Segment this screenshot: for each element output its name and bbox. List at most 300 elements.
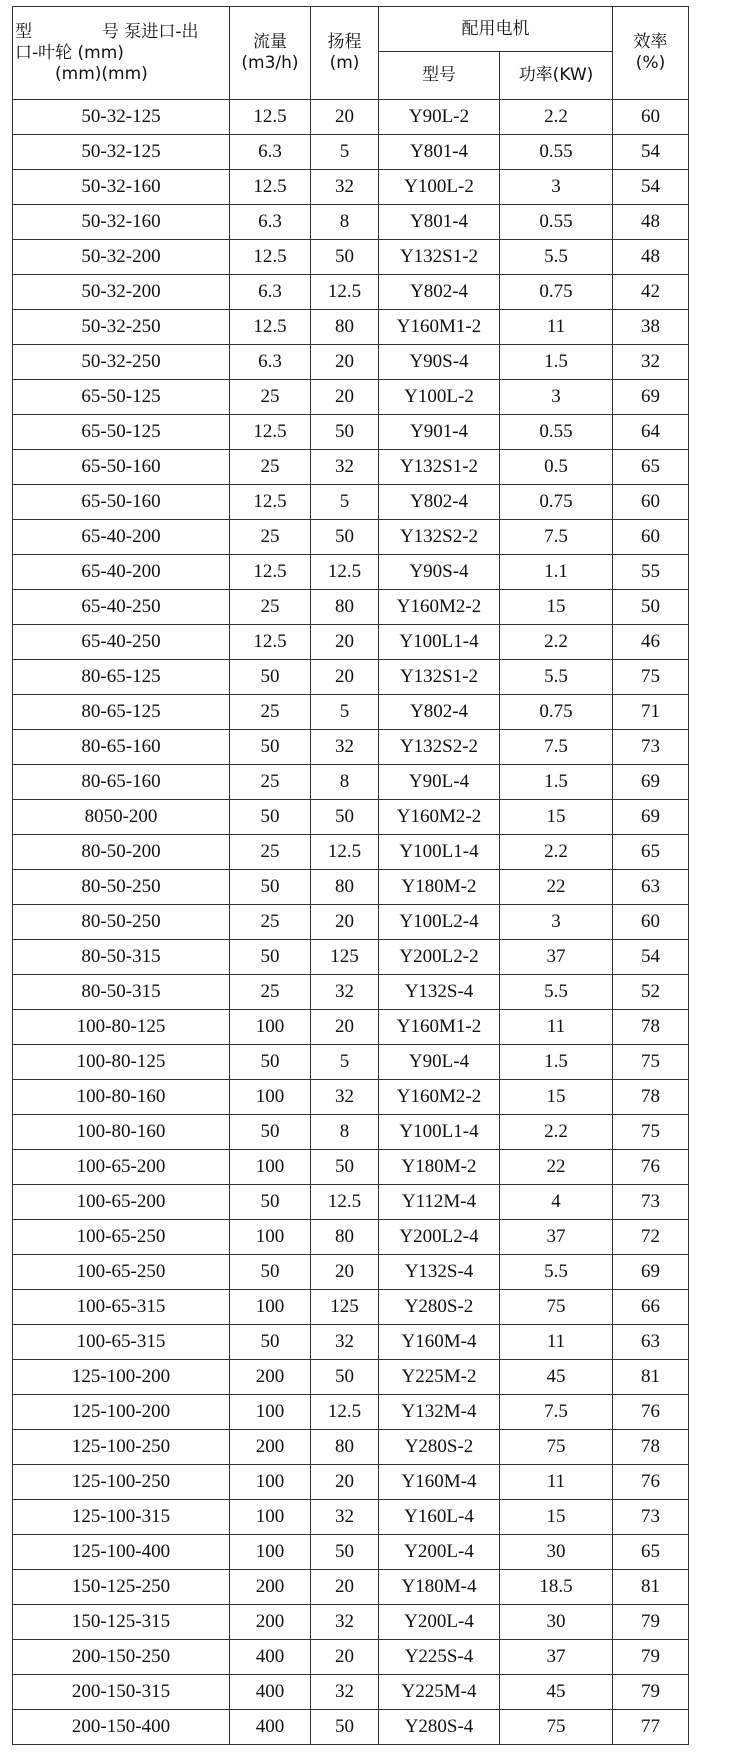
cell-motor-model: Y225M-2 [379, 1360, 500, 1395]
cell-motor-model: Y180M-2 [379, 870, 500, 905]
cell-pump-model: 50-32-125 [13, 100, 230, 135]
cell-motor-model: Y90S-4 [379, 555, 500, 590]
cell-head: 20 [311, 380, 379, 415]
cell-flow: 12.5 [230, 100, 311, 135]
table-row [13, 415, 689, 450]
cell-flow: 100 [230, 1395, 311, 1430]
cell-pump-model: 150-125-315 [13, 1605, 230, 1640]
cell-head: 8 [311, 765, 379, 800]
table-row [13, 170, 689, 205]
cell-efficiency: 38 [613, 310, 689, 345]
cell-flow: 100 [230, 1465, 311, 1500]
cell-pump-model: 50-32-160 [13, 205, 230, 240]
cell-efficiency: 66 [613, 1290, 689, 1325]
cell-motor-model: Y802-4 [379, 485, 500, 520]
cell-efficiency: 60 [613, 520, 689, 555]
cell-efficiency: 60 [613, 905, 689, 940]
header-head-line1: 扬程 [327, 32, 362, 52]
header-efficiency [613, 7, 689, 100]
cell-flow: 6.3 [230, 345, 311, 380]
table-row [13, 1185, 689, 1220]
table-row [13, 1395, 689, 1430]
cell-pump-model: 50-32-250 [13, 345, 230, 380]
cell-flow: 200 [230, 1570, 311, 1605]
cell-motor-model: Y160L-4 [379, 1500, 500, 1535]
cell-motor-power: 5.5 [500, 660, 613, 695]
cell-efficiency: 69 [613, 765, 689, 800]
cell-head: 125 [311, 940, 379, 975]
cell-efficiency: 78 [613, 1080, 689, 1115]
cell-pump-model: 100-80-125 [13, 1045, 230, 1080]
cell-efficiency: 54 [613, 940, 689, 975]
cell-motor-power: 0.75 [500, 695, 613, 730]
cell-motor-power: 37 [500, 1220, 613, 1255]
cell-flow: 12.5 [230, 170, 311, 205]
cell-motor-model: Y200L2-4 [379, 1220, 500, 1255]
pump-spec-sheet [12, 6, 689, 1745]
cell-motor-model: Y200L-4 [379, 1535, 500, 1570]
table-row [13, 345, 689, 380]
cell-motor-model: Y200L2-2 [379, 940, 500, 975]
cell-pump-model: 65-40-250 [13, 625, 230, 660]
cell-motor-model: Y90L-2 [379, 100, 500, 135]
cell-efficiency: 54 [613, 135, 689, 170]
cell-motor-model: Y132S2-2 [379, 520, 500, 555]
table-row [13, 240, 689, 275]
cell-flow: 50 [230, 800, 311, 835]
cell-pump-model: 100-65-200 [13, 1185, 230, 1220]
cell-motor-power: 37 [500, 1640, 613, 1675]
cell-motor-power: 75 [500, 1430, 613, 1465]
cell-flow: 100 [230, 1150, 311, 1185]
cell-motor-power: 15 [500, 1500, 613, 1535]
cell-pump-model: 100-65-315 [13, 1325, 230, 1360]
cell-efficiency: 63 [613, 870, 689, 905]
cell-pump-model: 80-50-315 [13, 940, 230, 975]
table-row [13, 380, 689, 415]
header-model-line1b: 号 泵进口-出 [102, 21, 199, 42]
cell-motor-power: 11 [500, 310, 613, 345]
cell-efficiency: 55 [613, 555, 689, 590]
table-row [13, 1430, 689, 1465]
cell-head: 5 [311, 485, 379, 520]
cell-motor-power: 1.5 [500, 1045, 613, 1080]
cell-efficiency: 77 [613, 1710, 689, 1745]
cell-pump-model: 80-50-315 [13, 975, 230, 1010]
cell-head: 20 [311, 625, 379, 660]
cell-flow: 100 [230, 1220, 311, 1255]
table-row [13, 975, 689, 1010]
cell-motor-model: Y132S1-2 [379, 450, 500, 485]
cell-head: 50 [311, 1535, 379, 1570]
cell-pump-model: 200-150-250 [13, 1640, 230, 1675]
cell-flow: 25 [230, 520, 311, 555]
cell-head: 32 [311, 975, 379, 1010]
table-row [13, 660, 689, 695]
cell-efficiency: 79 [613, 1605, 689, 1640]
table-row [13, 485, 689, 520]
table-row [13, 1010, 689, 1045]
cell-motor-model: Y160M2-2 [379, 800, 500, 835]
cell-pump-model: 125-100-250 [13, 1465, 230, 1500]
header-model-line2: 口-叶轮 (mm) [15, 42, 124, 63]
cell-efficiency: 78 [613, 1430, 689, 1465]
cell-efficiency: 75 [613, 1045, 689, 1080]
cell-head: 20 [311, 1010, 379, 1045]
cell-pump-model: 80-65-125 [13, 660, 230, 695]
table-row [13, 450, 689, 485]
table-row [13, 1710, 689, 1745]
cell-motor-model: Y100L2-4 [379, 905, 500, 940]
cell-pump-model: 65-40-200 [13, 520, 230, 555]
table-row [13, 100, 689, 135]
cell-head: 20 [311, 905, 379, 940]
table-row [13, 205, 689, 240]
table-row [13, 555, 689, 590]
cell-efficiency: 69 [613, 1255, 689, 1290]
cell-motor-power: 4 [500, 1185, 613, 1220]
cell-pump-model: 100-65-200 [13, 1150, 230, 1185]
cell-head: 20 [311, 660, 379, 695]
cell-motor-model: Y280S-4 [379, 1710, 500, 1745]
cell-motor-power: 5.5 [500, 1255, 613, 1290]
cell-pump-model: 80-65-125 [13, 695, 230, 730]
cell-motor-power: 0.75 [500, 275, 613, 310]
cell-motor-model: Y90L-4 [379, 765, 500, 800]
table-row [13, 730, 689, 765]
cell-motor-power: 7.5 [500, 520, 613, 555]
cell-flow: 50 [230, 940, 311, 975]
cell-efficiency: 81 [613, 1360, 689, 1395]
cell-efficiency: 78 [613, 1010, 689, 1045]
cell-pump-model: 65-50-160 [13, 485, 230, 520]
cell-motor-model: Y160M1-2 [379, 310, 500, 345]
cell-motor-model: Y90S-4 [379, 345, 500, 380]
cell-head: 32 [311, 1605, 379, 1640]
cell-motor-power: 0.55 [500, 205, 613, 240]
cell-head: 50 [311, 240, 379, 275]
table-row [13, 905, 689, 940]
cell-motor-power: 2.2 [500, 1115, 613, 1150]
cell-efficiency: 54 [613, 170, 689, 205]
table-row [13, 870, 689, 905]
table-row [13, 1675, 689, 1710]
cell-head: 80 [311, 1220, 379, 1255]
cell-efficiency: 60 [613, 485, 689, 520]
cell-motor-model: Y160M2-2 [379, 590, 500, 625]
cell-motor-model: Y225S-4 [379, 1640, 500, 1675]
table-row [13, 1150, 689, 1185]
cell-motor-power: 18.5 [500, 1570, 613, 1605]
cell-head: 80 [311, 1430, 379, 1465]
cell-head: 32 [311, 1675, 379, 1710]
cell-pump-model: 125-100-250 [13, 1430, 230, 1465]
cell-flow: 25 [230, 450, 311, 485]
cell-pump-model: 65-40-200 [13, 555, 230, 590]
cell-motor-model: Y280S-2 [379, 1430, 500, 1465]
header-motor-group: 配用电机 [379, 7, 613, 52]
cell-motor-model: Y225M-4 [379, 1675, 500, 1710]
table-row [13, 1080, 689, 1115]
cell-head: 20 [311, 345, 379, 380]
cell-pump-model: 125-100-315 [13, 1500, 230, 1535]
cell-motor-model: Y132M-4 [379, 1395, 500, 1430]
cell-efficiency: 65 [613, 450, 689, 485]
cell-motor-model: Y132S-4 [379, 975, 500, 1010]
table-row [13, 765, 689, 800]
cell-motor-model: Y180M-4 [379, 1570, 500, 1605]
cell-motor-model: Y180M-2 [379, 1150, 500, 1185]
cell-head: 32 [311, 1080, 379, 1115]
cell-flow: 25 [230, 835, 311, 870]
cell-efficiency: 32 [613, 345, 689, 380]
cell-motor-power: 1.1 [500, 555, 613, 590]
cell-head: 50 [311, 1360, 379, 1395]
cell-head: 125 [311, 1290, 379, 1325]
cell-motor-model: Y132S1-2 [379, 240, 500, 275]
table-row [13, 1605, 689, 1640]
table-row [13, 625, 689, 660]
cell-head: 32 [311, 450, 379, 485]
cell-motor-model: Y100L-2 [379, 170, 500, 205]
cell-pump-model: 65-50-160 [13, 450, 230, 485]
cell-head: 32 [311, 1325, 379, 1360]
cell-head: 5 [311, 135, 379, 170]
cell-efficiency: 73 [613, 1185, 689, 1220]
cell-flow: 12.5 [230, 310, 311, 345]
header-model-line3: (mm)(mm) [55, 63, 148, 84]
cell-pump-model: 150-125-250 [13, 1570, 230, 1605]
cell-flow: 6.3 [230, 275, 311, 310]
cell-motor-model: Y160M2-2 [379, 1080, 500, 1115]
cell-motor-power: 2.2 [500, 100, 613, 135]
cell-head: 32 [311, 170, 379, 205]
cell-flow: 6.3 [230, 135, 311, 170]
cell-efficiency: 81 [613, 1570, 689, 1605]
cell-flow: 50 [230, 1045, 311, 1080]
cell-head: 50 [311, 415, 379, 450]
header-head-line2: (m) [329, 53, 360, 73]
cell-efficiency: 48 [613, 240, 689, 275]
cell-flow: 400 [230, 1675, 311, 1710]
cell-flow: 12.5 [230, 240, 311, 275]
cell-efficiency: 65 [613, 1535, 689, 1570]
cell-head: 5 [311, 695, 379, 730]
table-row [13, 1570, 689, 1605]
cell-flow: 25 [230, 975, 311, 1010]
cell-head: 8 [311, 205, 379, 240]
cell-pump-model: 100-80-160 [13, 1115, 230, 1150]
cell-head: 12.5 [311, 1395, 379, 1430]
cell-head: 20 [311, 1640, 379, 1675]
cell-motor-model: Y100L-2 [379, 380, 500, 415]
table-row [13, 590, 689, 625]
cell-pump-model: 80-50-250 [13, 870, 230, 905]
cell-head: 12.5 [311, 835, 379, 870]
cell-flow: 200 [230, 1605, 311, 1640]
cell-efficiency: 73 [613, 730, 689, 765]
cell-head: 20 [311, 1570, 379, 1605]
cell-head: 12.5 [311, 555, 379, 590]
cell-efficiency: 60 [613, 100, 689, 135]
cell-efficiency: 65 [613, 835, 689, 870]
table-row [13, 310, 689, 345]
cell-motor-model: Y90L-4 [379, 1045, 500, 1080]
cell-efficiency: 71 [613, 695, 689, 730]
table-row [13, 135, 689, 170]
cell-motor-model: Y200L-4 [379, 1605, 500, 1640]
table-row [13, 1465, 689, 1500]
cell-head: 80 [311, 590, 379, 625]
cell-flow: 50 [230, 1325, 311, 1360]
cell-motor-model: Y802-4 [379, 275, 500, 310]
cell-efficiency: 50 [613, 590, 689, 625]
cell-motor-power: 75 [500, 1290, 613, 1325]
cell-pump-model: 80-50-250 [13, 905, 230, 940]
cell-pump-model: 100-80-160 [13, 1080, 230, 1115]
table-row [13, 1535, 689, 1570]
cell-pump-model: 100-80-125 [13, 1010, 230, 1045]
cell-pump-model: 8050-200 [13, 800, 230, 835]
cell-pump-model: 80-50-200 [13, 835, 230, 870]
cell-motor-power: 15 [500, 590, 613, 625]
cell-head: 80 [311, 310, 379, 345]
cell-motor-power: 45 [500, 1675, 613, 1710]
cell-flow: 12.5 [230, 625, 311, 660]
cell-motor-power: 11 [500, 1325, 613, 1360]
cell-motor-model: Y100L1-4 [379, 625, 500, 660]
header-motor-power: 功率(KW) [500, 52, 613, 100]
cell-motor-power: 3 [500, 380, 613, 415]
cell-pump-model: 80-65-160 [13, 730, 230, 765]
cell-efficiency: 79 [613, 1675, 689, 1710]
cell-head: 50 [311, 1150, 379, 1185]
cell-motor-model: Y132S-4 [379, 1255, 500, 1290]
cell-motor-model: Y160M-4 [379, 1465, 500, 1500]
table-row [13, 695, 689, 730]
cell-motor-power: 1.5 [500, 765, 613, 800]
cell-motor-power: 22 [500, 1150, 613, 1185]
cell-motor-model: Y112M-4 [379, 1185, 500, 1220]
header-model [13, 7, 230, 100]
cell-flow: 12.5 [230, 485, 311, 520]
cell-pump-model: 125-100-200 [13, 1395, 230, 1430]
cell-motor-model: Y901-4 [379, 415, 500, 450]
cell-efficiency: 63 [613, 1325, 689, 1360]
cell-motor-power: 0.5 [500, 450, 613, 485]
cell-motor-power: 0.55 [500, 415, 613, 450]
cell-pump-model: 100-65-250 [13, 1255, 230, 1290]
cell-motor-power: 2.2 [500, 835, 613, 870]
cell-pump-model: 50-32-160 [13, 170, 230, 205]
cell-flow: 6.3 [230, 205, 311, 240]
cell-head: 12.5 [311, 1185, 379, 1220]
cell-head: 8 [311, 1115, 379, 1150]
cell-motor-power: 15 [500, 800, 613, 835]
cell-motor-model: Y132S2-2 [379, 730, 500, 765]
cell-flow: 200 [230, 1430, 311, 1465]
cell-efficiency: 52 [613, 975, 689, 1010]
cell-flow: 25 [230, 905, 311, 940]
cell-motor-model: Y100L1-4 [379, 1115, 500, 1150]
cell-flow: 100 [230, 1535, 311, 1570]
cell-pump-model: 65-50-125 [13, 415, 230, 450]
header-efficiency-line1: 效率 [633, 32, 668, 52]
cell-head: 50 [311, 520, 379, 555]
cell-motor-power: 30 [500, 1605, 613, 1640]
cell-motor-power: 5.5 [500, 240, 613, 275]
cell-head: 12.5 [311, 275, 379, 310]
cell-flow: 400 [230, 1640, 311, 1675]
cell-motor-model: Y802-4 [379, 695, 500, 730]
table-row [13, 520, 689, 555]
cell-flow: 100 [230, 1500, 311, 1535]
cell-motor-power: 30 [500, 1535, 613, 1570]
cell-pump-model: 100-65-315 [13, 1290, 230, 1325]
cell-flow: 50 [230, 660, 311, 695]
cell-motor-model: Y280S-2 [379, 1290, 500, 1325]
table-row [13, 1220, 689, 1255]
cell-motor-power: 7.5 [500, 730, 613, 765]
cell-flow: 25 [230, 695, 311, 730]
cell-efficiency: 75 [613, 660, 689, 695]
cell-motor-power: 22 [500, 870, 613, 905]
cell-motor-power: 0.75 [500, 485, 613, 520]
cell-pump-model: 80-65-160 [13, 765, 230, 800]
table-row [13, 1115, 689, 1150]
cell-pump-model: 50-32-200 [13, 275, 230, 310]
cell-efficiency: 72 [613, 1220, 689, 1255]
table-row [13, 1045, 689, 1080]
cell-flow: 100 [230, 1010, 311, 1045]
cell-flow: 50 [230, 730, 311, 765]
cell-efficiency: 42 [613, 275, 689, 310]
cell-motor-power: 75 [500, 1710, 613, 1745]
cell-flow: 25 [230, 380, 311, 415]
pump-spec-table [12, 6, 689, 1745]
header-model-line1a: 型 [15, 21, 32, 42]
cell-motor-power: 3 [500, 170, 613, 205]
cell-efficiency: 79 [613, 1640, 689, 1675]
cell-efficiency: 69 [613, 800, 689, 835]
cell-motor-power: 1.5 [500, 345, 613, 380]
cell-motor-model: Y160M-4 [379, 1325, 500, 1360]
cell-pump-model: 100-65-250 [13, 1220, 230, 1255]
cell-motor-model: Y801-4 [379, 205, 500, 240]
cell-flow: 50 [230, 870, 311, 905]
cell-motor-power: 5.5 [500, 975, 613, 1010]
cell-pump-model: 65-50-125 [13, 380, 230, 415]
cell-efficiency: 76 [613, 1150, 689, 1185]
table-row [13, 275, 689, 310]
table-row [13, 1500, 689, 1535]
cell-flow: 200 [230, 1360, 311, 1395]
header-flow-line2: (m3/h) [241, 53, 299, 73]
cell-flow: 50 [230, 1185, 311, 1220]
cell-motor-model: Y160M1-2 [379, 1010, 500, 1045]
cell-motor-power: 45 [500, 1360, 613, 1395]
cell-efficiency: 69 [613, 380, 689, 415]
cell-efficiency: 46 [613, 625, 689, 660]
cell-efficiency: 75 [613, 1115, 689, 1150]
table-row [13, 1640, 689, 1675]
cell-pump-model: 200-150-315 [13, 1675, 230, 1710]
cell-pump-model: 50-32-200 [13, 240, 230, 275]
cell-head: 32 [311, 1500, 379, 1535]
cell-efficiency: 76 [613, 1465, 689, 1500]
cell-head: 50 [311, 800, 379, 835]
table-row [13, 1290, 689, 1325]
